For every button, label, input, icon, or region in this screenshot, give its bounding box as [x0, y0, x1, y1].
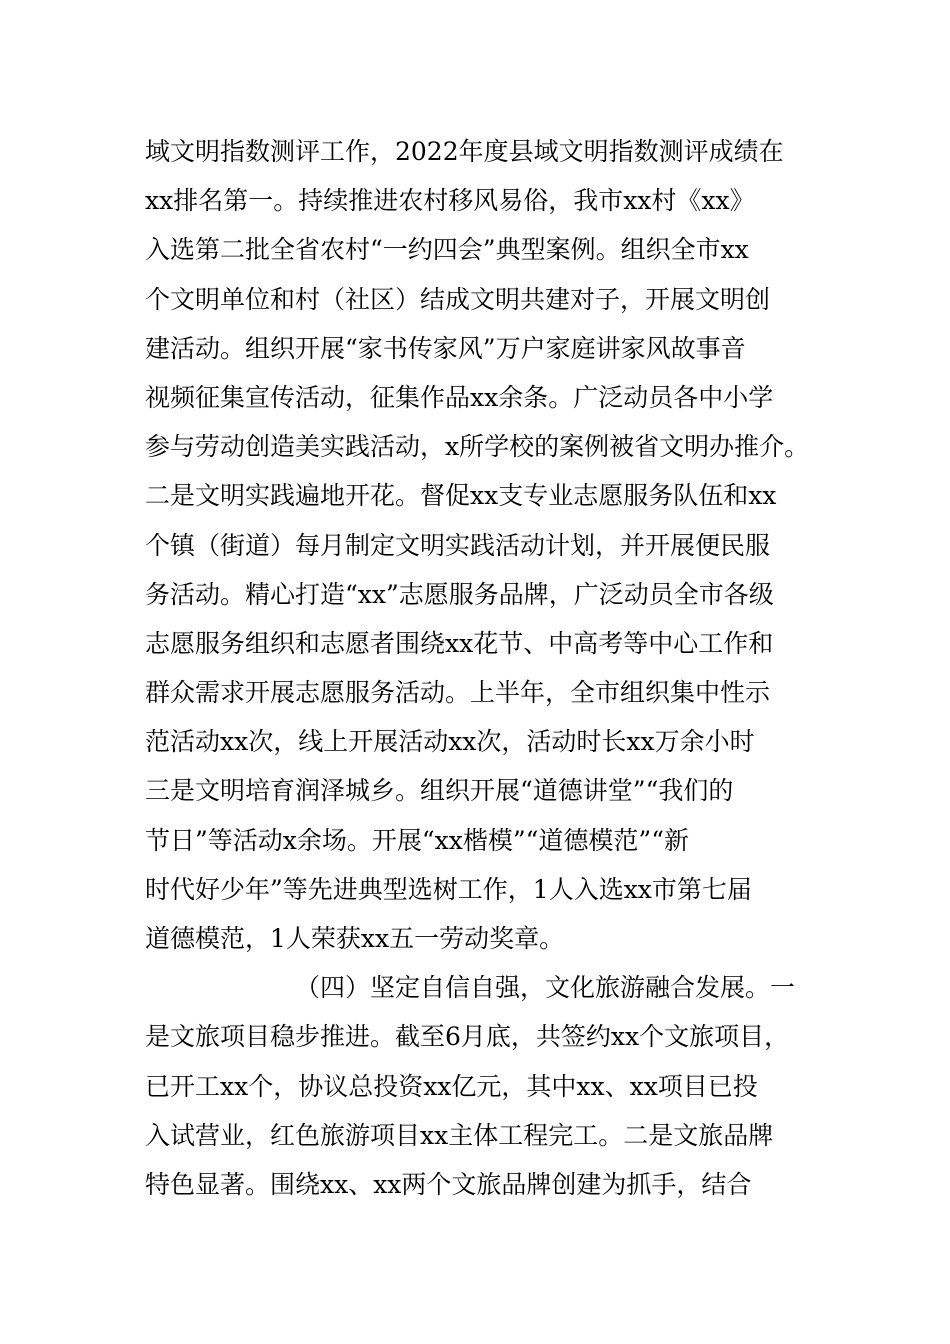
text-line: xx排名第一。持续推进农村移风易俗，我市xx村《xx》 [145, 186, 755, 216]
text-line: 特色显著。围绕xx、xx两个文旅品牌创建为抓手，结合 [145, 1169, 752, 1199]
text-line: 时代好少年”等先进典型选树工作，1人入选xx市第七届 [145, 874, 752, 904]
text-line: 个文明单位和村（社区）结成文明共建对子，开展文明创 [145, 284, 771, 314]
text-line: 已开工xx个，协议总投资xx亿元，其中xx、xx项目已投 [145, 1071, 758, 1101]
text-line: 范活动xx次，线上开展活动xx次，活动时长xx万余小时 [145, 727, 755, 757]
text-line: 视频征集宣传活动，征集作品xx余条。广泛动员各中小学 [145, 382, 774, 412]
body-text [145, 127, 835, 1209]
section-heading-line: （四）坚定自信自强，文化旅游融合发展。一 [295, 973, 796, 1003]
text-line: 域文明指数测评工作，2022年度县域文明指数测评成绩在 [145, 137, 784, 166]
text-line: 务活动。精心打造“xx”志愿服务品牌，广泛动员全市各级 [145, 579, 774, 609]
text-line: 二是文明实践遍地开花。督促xx支专业志愿服务队伍和xx [145, 481, 777, 511]
text-line: 节日”等活动x余场。开展“xx楷模”“道德模范”“新 [145, 825, 689, 855]
text-line: 入选第二批全省农村“一约四会”典型案例。组织全市xx [145, 235, 749, 265]
text-line: 个镇（街道）每月制定文明实践活动计划，并开展便民服 [145, 530, 771, 560]
text-line: 建活动。组织开展“家书传家风”万户家庭讲家风故事音 [145, 333, 746, 363]
text-line: 志愿服务组织和志愿者围绕xx花节、中高考等中心工作和 [145, 628, 774, 658]
text-line: 是文旅项目稳步推进。截至6月底，共签约xx个文旅项目， [145, 1022, 790, 1052]
text-line: 群众需求开展志愿服务活动。上半年，全市组织集中性示 [145, 678, 771, 708]
text-line: 入试营业，红色旅游项目xx主体工程完工。二是文旅品牌 [145, 1120, 774, 1150]
text-line: 参与劳动创造美实践活动，x所学校的案例被省文明办推介。 [145, 432, 810, 462]
text-line: 三是文明培育润泽城乡。组织开展“道德讲堂”“我们的 [145, 776, 734, 806]
text-line: 道德模范，1人荣获xx五一劳动奖章。 [145, 924, 565, 953]
